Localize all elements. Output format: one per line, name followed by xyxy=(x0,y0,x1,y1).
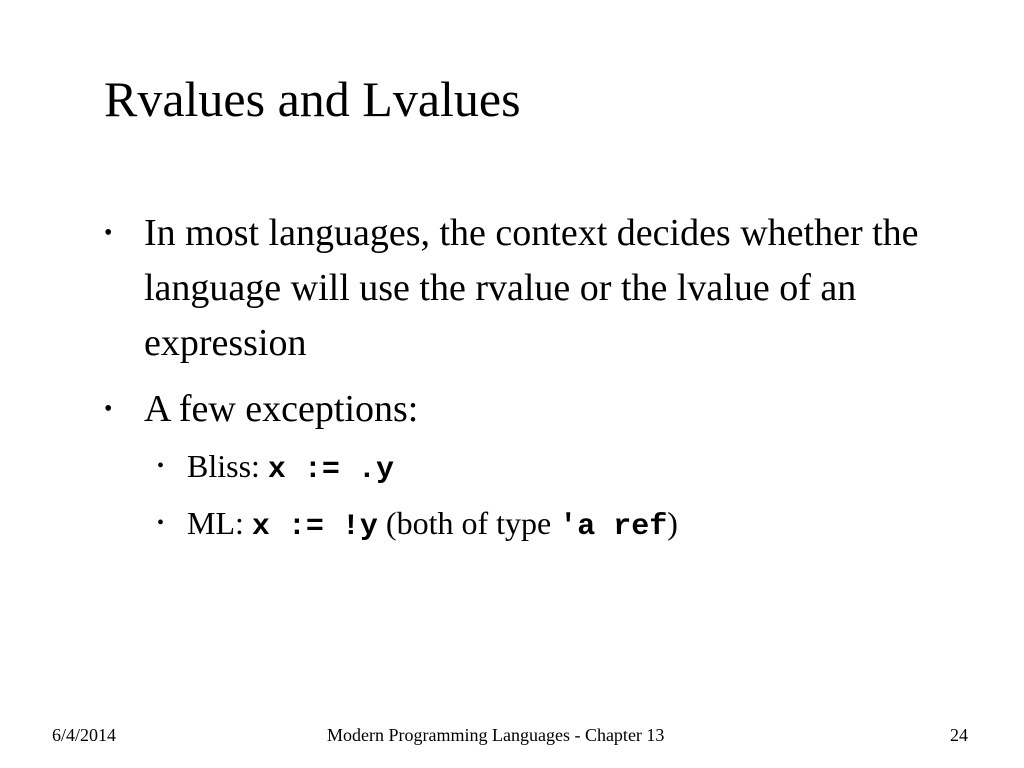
bullet-text: In most languages, the context decides whether the language will use the rvalue or the lvalue of an expression xyxy=(144,212,919,364)
sub-bullet-dot: • xyxy=(157,512,165,534)
sub-bullet-label: ML: xyxy=(187,505,252,541)
sub-bullet-dot: • xyxy=(157,455,165,477)
footer-date: 6/4/2014 xyxy=(52,725,117,745)
bullet-dot: • xyxy=(104,396,113,422)
sub-bullet-item xyxy=(157,446,967,490)
sub-bullet-text: (both of type xyxy=(377,505,560,541)
code-snippet: x := !y xyxy=(251,510,378,544)
bullet-item xyxy=(104,382,964,437)
bullet-dot: • xyxy=(104,220,113,246)
code-snippet: x := .y xyxy=(267,453,394,487)
page-number: 24 xyxy=(950,725,968,745)
footer-title: Modern Programming Languages - Chapter 13 xyxy=(327,725,665,745)
bullet-item xyxy=(104,206,964,371)
sub-bullet-text-end: ) xyxy=(667,505,678,541)
slide-title: Rvalues and Lvalues xyxy=(104,71,521,127)
sub-bullet-label: Bliss: xyxy=(187,448,268,484)
code-snippet-type: 'a ref xyxy=(559,510,668,544)
sub-bullet-item xyxy=(157,503,967,547)
bullet-text: A few exceptions: xyxy=(144,388,419,430)
